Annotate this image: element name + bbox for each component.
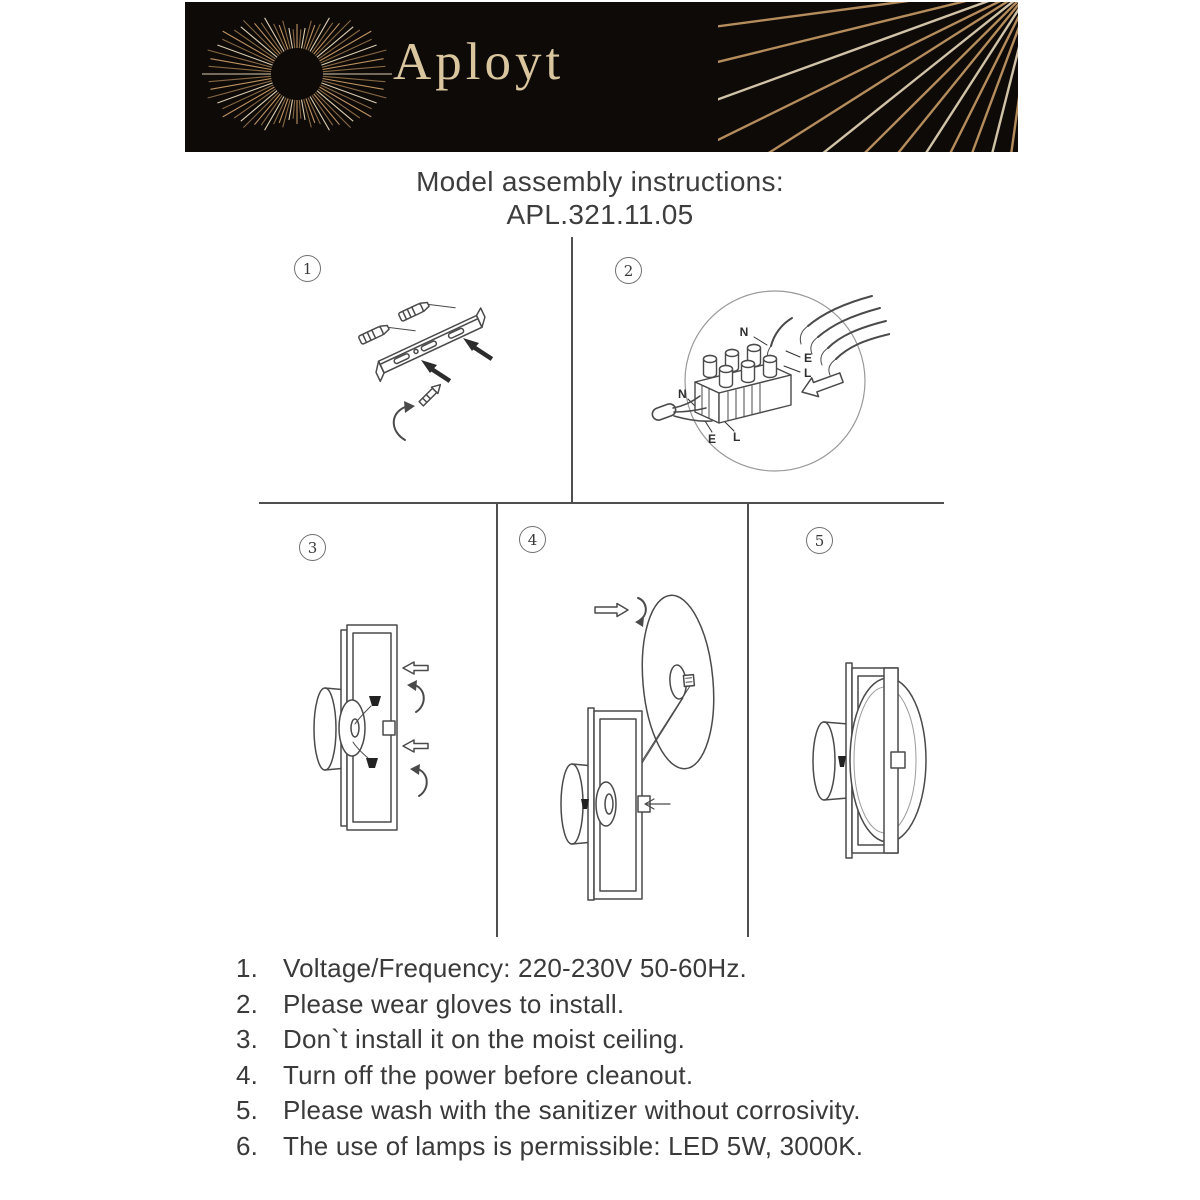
instruction-list (236, 951, 863, 1165)
instruction-text: The use of lamps is permissible: LED 5W, 3000K. (283, 1130, 864, 1161)
screw-arrow-2 (403, 740, 428, 752)
brand-banner (185, 2, 1018, 152)
instruction-item (236, 1093, 863, 1129)
terminal-block (695, 345, 791, 424)
instruction-text: Voltage/Frequency: 220-230V 50-60Hz. (283, 953, 747, 983)
step-1-diagram (315, 280, 585, 485)
wire-label-l-top: L (804, 366, 812, 380)
instruction-item (236, 987, 863, 1023)
instruction-number: 1. (236, 953, 259, 983)
screw-arrow-1 (463, 338, 493, 361)
step-1-badge (294, 255, 321, 282)
step-4-badge (519, 526, 546, 553)
instruction-text: Turn off the power before cleanout. (283, 1059, 694, 1090)
instruction-number: 3. (236, 1024, 259, 1055)
step-3-number: 3 (307, 538, 318, 557)
instruction-item (236, 951, 863, 987)
wire-label-l-bottom: L (733, 430, 741, 444)
rotate-arrow (394, 401, 415, 440)
instruction-text: Don`t install it on the moist ceiling. (283, 1024, 686, 1055)
screw-arrow-2 (421, 360, 451, 383)
panel-divider-vertical-2 (496, 504, 498, 937)
instruction-number: 6. (236, 1130, 259, 1161)
page-title: Model assembly instructions: (416, 166, 784, 197)
step-2-diagram (640, 280, 890, 480)
screw-arrow-1 (403, 662, 428, 674)
model-code: APL.321.11.05 (506, 199, 694, 230)
instruction-text: Please wear gloves to install. (283, 988, 625, 1019)
step-2-badge (615, 257, 642, 284)
screw-arrow (595, 604, 628, 617)
step-3-badge (299, 534, 326, 561)
hub (339, 700, 365, 756)
wire-label-n-top: N (739, 325, 749, 339)
starburst-logo-icon (197, 2, 407, 152)
backplate (588, 708, 594, 900)
wire-stripped-ends (767, 326, 836, 375)
step-4-number: 4 (527, 530, 538, 549)
hub (596, 782, 616, 826)
wire-label-n-left: N (678, 387, 687, 401)
instruction-item (236, 1058, 863, 1094)
step-5-badge (806, 527, 833, 554)
wire-label-e-top: E (804, 351, 813, 365)
rotate-arrow-1 (407, 680, 424, 712)
instruction-item (236, 1022, 863, 1058)
disc-shade (636, 592, 721, 771)
instruction-text: Please wash with the sanitizer without corrosivity. (283, 1095, 861, 1126)
step-5-number: 5 (814, 531, 825, 550)
instruction-number: 2. (236, 988, 259, 1019)
instruction-number: 4. (236, 1059, 259, 1090)
title-block (0, 165, 1200, 231)
step-4-diagram (540, 590, 750, 920)
panel-divider-horizontal (259, 502, 944, 504)
wall-plug-1 (398, 291, 455, 331)
step-1-number: 1 (302, 259, 313, 278)
rotate-arrow (635, 598, 646, 627)
step-3-diagram (295, 600, 485, 850)
ceiling-wires (771, 296, 890, 359)
instruction-number: 5. (236, 1095, 259, 1126)
decorative-rays-icon (718, 2, 1018, 152)
wire-label-e-bottom: E (708, 432, 717, 446)
step-5-diagram (790, 650, 950, 880)
screw-black (838, 756, 846, 767)
rotate-arrow-2 (410, 764, 427, 796)
brand-name: Aployt (393, 33, 565, 91)
side-cap (383, 721, 395, 735)
step-2-number: 2 (623, 261, 634, 280)
screw (418, 382, 443, 407)
side-cap (891, 752, 905, 768)
instruction-item (236, 1129, 863, 1165)
